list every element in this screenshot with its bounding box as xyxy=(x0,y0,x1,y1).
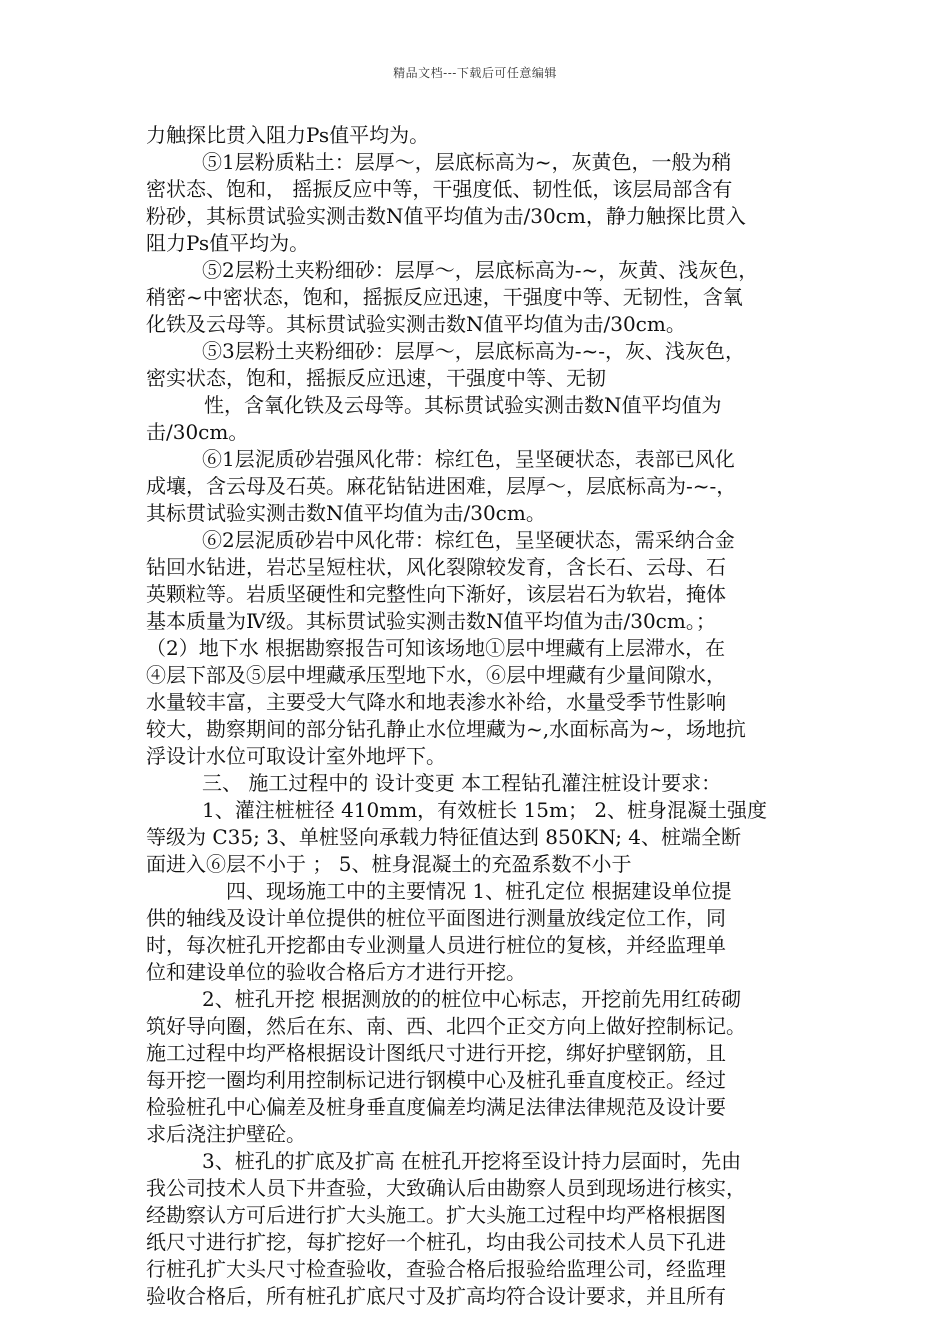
text-line: ④层下部及⑤层中埋藏承压型地下水，⑥层中埋藏有少量间隙水， xyxy=(146,663,726,687)
text-line: 时，每次桩孔开挖都由专业测量人员进行桩位的复核，并经监理单 xyxy=(146,933,726,957)
text-line: 密实状态，饱和，摇振反应迅速，干强度中等、无韧 xyxy=(146,366,606,390)
text-line: 等级为 C35; 3、单桩竖向承载力特征值达到 850KN; 4、桩端全断 xyxy=(146,825,742,849)
text-line: 阻力Ps值平均为。 xyxy=(146,231,310,255)
text-line: 纸尺寸进行扩挖，每扩挖好一个桩孔，均由我公司技术人员下孔进 xyxy=(146,1230,726,1254)
text-line: 检验桩孔中心偏差及桩身垂直度偏差均满足法律法律规范及设计要 xyxy=(146,1095,726,1119)
text-line: 施工过程中均严格根据设计图纸尺寸进行开挖，绑好护壁钢筋，且 xyxy=(146,1041,726,1065)
text-line: 化铁及云母等。其标贯试验实测击数N值平均值为击/30cm。 xyxy=(146,312,686,336)
text-line: 浮设计水位可取设计室外地坪下。 xyxy=(146,744,446,768)
text-line: ⑤1层粉质粘土：层厚～，层底标高为~，灰黄色，一般为稍 xyxy=(202,150,732,174)
text-line: 英颗粒等。岩质坚硬性和完整性向下渐好，该层岩石为软岩，掩体 xyxy=(146,582,726,606)
text-line: 性，含氧化铁及云母等。其标贯试验实测击数N值平均值为 xyxy=(204,393,722,417)
text-line: 水量较丰富，主要受大气降水和地表渗水补给，水量受季节性影响 xyxy=(146,690,726,714)
text-line: （2）地下水 根据勘察报告可知该场地①层中埋藏有上层滞水，在 xyxy=(146,636,726,660)
text-line: 验收合格后，所有桩孔扩底尺寸及扩高均符合设计要求，并且所有 xyxy=(146,1284,726,1308)
text-line: 面进入⑥层不小于 ； 5、桩身混凝土的充盈系数不小于 xyxy=(146,852,632,876)
text-line: 筑好导向圈，然后在东、南、西、北四个正交方向上做好控制标记。 xyxy=(146,1014,746,1038)
text-line: 位和建设单位的验收合格后方才进行开挖。 xyxy=(146,960,526,984)
page-header: 精品文档---下载后可任意编辑 xyxy=(393,66,557,80)
text-line: 我公司技术人员下井查验，大致确认后由勘察人员到现场进行核实， xyxy=(146,1176,746,1200)
text-line: 经勘察认方可后进行扩大头施工。扩大头施工过程中均严格根据图 xyxy=(146,1203,726,1227)
text-line: 密状态、饱和， 摇振反应中等，干强度低、韧性低，该层局部含有 xyxy=(146,177,733,201)
text-line: 四、现场施工中的主要情况 1、桩孔定位 根据建设单位提 xyxy=(226,879,732,903)
text-line: ⑤3层粉土夹粉细砂：层厚～，层底标高为-~-，灰、浅灰色， xyxy=(202,339,745,363)
text-line: 其标贯试验实测击数N值平均值为击/30cm。 xyxy=(146,501,546,525)
text-line: 供的轴线及设计单位提供的桩位平面图进行测量放线定位工作，同 xyxy=(146,906,726,930)
text-line: ⑥2层泥质砂岩中风化带：棕红色，呈坚硬状态，需采纳合金 xyxy=(202,528,735,552)
text-line: 3、桩孔的扩底及扩高 在桩孔开挖将至设计持力层面时，先由 xyxy=(202,1149,742,1173)
text-line: 基本质量为Ⅳ级。其标贯试验实测击数N值平均值为击/30cm。； xyxy=(146,609,716,633)
document-body xyxy=(146,122,816,1310)
text-line: 击/30cm。 xyxy=(146,420,249,444)
text-line: 2、桩孔开挖 根据测放的的桩位中心标志，开挖前先用红砖砌 xyxy=(202,987,742,1011)
text-line: 成壤，含云母及石英。麻花钻钻进困难，层厚～，层底标高为-~-， xyxy=(146,474,737,498)
text-line: 钻回水钻进，岩芯呈短柱状，风化裂隙较发育，含长石、云母、石 xyxy=(146,555,726,579)
text-line: 每开挖一圈均利用控制标记进行钢模中心及桩孔垂直度校正。经过 xyxy=(146,1068,726,1092)
text-line: ⑥1层泥质砂岩强风化带：棕红色，呈坚硬状态，表部已风化 xyxy=(202,447,735,471)
text-line: ⑤2层粉土夹粉细砂：层厚～，层底标高为-~，灰黄、浅灰色， xyxy=(202,258,759,282)
text-line: 较大，勘察期间的部分钻孔静止水位埋藏为~,水面标高为~，场地抗 xyxy=(146,717,746,741)
text-line: 稍密~中密状态，饱和，摇振反应迅速，干强度中等、无韧性，含氧 xyxy=(146,285,743,309)
text-line: 1、灌注桩桩径 410mm，有效桩长 15m； 2、桩身混凝土强度 xyxy=(202,798,768,822)
text-line: 求后浇注护壁砼。 xyxy=(146,1122,306,1146)
text-line: 三、 施工过程中的 设计变更 本工程钻孔灌注桩设计要求： xyxy=(202,771,722,795)
text-line: 粉砂，其标贯试验实测击数N值平均值为击/30cm，静力触探比贯入 xyxy=(146,204,746,228)
text-line: 力触探比贯入阻力Ps值平均为。 xyxy=(146,123,430,147)
text-line: 行桩孔扩大头尺寸检查验收，查验合格后报验给监理公司，经监理 xyxy=(146,1257,726,1281)
